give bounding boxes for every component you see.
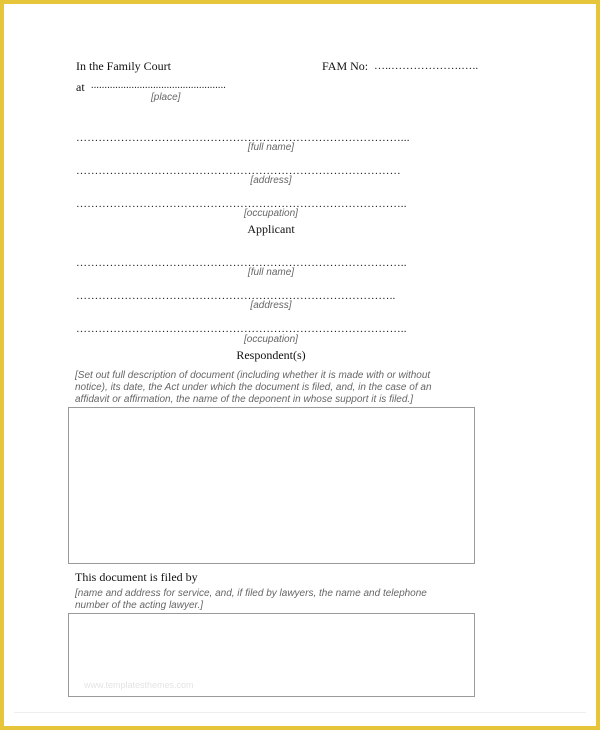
document-page [4, 4, 596, 726]
respondent-address-hint: [address] [250, 300, 292, 311]
respondent-full-name-hint: [full name] [247, 267, 295, 278]
filed-by-label: This document is filed by [75, 570, 198, 584]
respondent-full-name-field[interactable]: …………………………………………………………………………….. [76, 257, 407, 269]
document-description-box[interactable] [68, 407, 475, 564]
description-instruction-line-1: [Set out full description of document (including whether it is made with or without [75, 370, 431, 381]
respondent-occupation-hint: [occupation] [244, 334, 298, 345]
applicant-address-field[interactable]: …………………………………………………………………………… [76, 165, 401, 177]
applicant-full-name-hint: [full name] [247, 142, 295, 153]
applicant-full-name-field[interactable]: ……………………………………………………………………………... [76, 132, 410, 144]
applicant-address-hint: [address] [250, 175, 292, 186]
place-hint: [place] [151, 92, 181, 103]
at-label: at [76, 80, 85, 94]
respondent-occupation-field[interactable]: …………………………………………………………………………….. [76, 323, 407, 335]
filed-by-instruction-line-2: number of the acting lawyer.] [75, 600, 204, 611]
applicant-occupation-hint: [occupation] [244, 208, 298, 219]
place-field[interactable]: .................................................. [91, 80, 226, 91]
description-instruction-line-2: notice), its date, the Act under which the document is filed, and, in the case of an [75, 382, 432, 393]
fam-no-field[interactable]: …..……………….….. [374, 60, 479, 72]
court-label: In the Family Court [76, 59, 171, 73]
respondent-address-field[interactable]: ………………………………………………………………………….. [76, 290, 396, 302]
applicant-role-label: Applicant [247, 222, 295, 236]
footer-divider [14, 712, 586, 713]
applicant-occupation-field[interactable]: …………………………………………………………………………….. [76, 198, 407, 210]
filed-by-instruction-line-1: [name and address for service, and, if filed by lawyers, the name and telephone [75, 588, 427, 599]
fam-no-label: FAM No: [322, 59, 369, 73]
respondent-role-label: Respondent(s) [236, 348, 306, 362]
description-instruction-line-3: affidavit or affirmation, the name of the deponent in whose support it is filed.] [75, 394, 413, 405]
watermark: www.templatesthemes.com [84, 680, 194, 690]
